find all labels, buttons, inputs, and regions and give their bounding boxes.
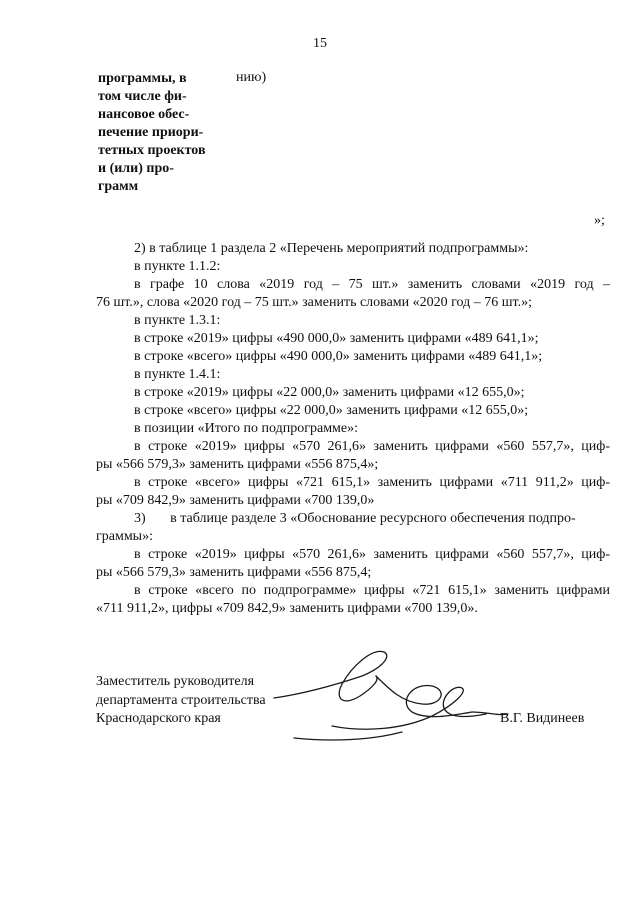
- paragraph-line: в строке «2019» цифры «570 261,6» заменить цифрами «560 557,7», циф-: [134, 439, 610, 454]
- paragraph-line: в строке «2019» цифры «22 000,0» заменить цифрами «12 655,0»;: [134, 385, 525, 400]
- signatory-position-line: Заместитель руководителя: [96, 674, 255, 689]
- paragraph-line: 3) в таблице разделе 3 «Обоснование ресурсного обеспечения подпро-: [134, 511, 576, 526]
- signatory-position-line: Краснодарского края: [96, 711, 221, 726]
- paragraph-line: в пункте 1.4.1:: [134, 367, 221, 382]
- table-cell-right: нию): [236, 70, 267, 85]
- table-cell-line: нансовое обес-: [98, 107, 190, 122]
- table-cell-line: и (или) про-: [98, 161, 174, 176]
- paragraph-line: в пункте 1.3.1:: [134, 313, 221, 328]
- table-cell-line: том числе фи-: [98, 89, 187, 104]
- paragraph-line: в графе 10 слова «2019 год – 75 шт.» заменить словами «2019 год –: [134, 277, 610, 292]
- paragraph-line: граммы»:: [96, 529, 153, 544]
- table-cell-left: [98, 70, 223, 196]
- paragraph-line: 76 шт.», слова «2020 год – 75 шт.» заменить словами «2020 год – 76 шт.»;: [96, 295, 532, 310]
- paragraph-line: в пункте 1.1.2:: [134, 259, 221, 274]
- paragraph-line: в позиции «Итого по подпрограмме»:: [134, 421, 359, 436]
- paragraph-line: в строке «всего» цифры «721 615,1» заменить цифрами «711 911,2» циф-: [134, 475, 610, 490]
- paragraph-line: ры «566 579,3» заменить цифрами «556 875,4»;: [96, 457, 379, 472]
- table-cell-line: печение приори-: [98, 125, 204, 140]
- table-cell-line: грамм: [98, 179, 139, 194]
- closing-quote: »;: [594, 213, 605, 228]
- paragraph-line: «711 911,2», цифры «709 842,9» заменить цифрами «700 139,0».: [96, 601, 478, 616]
- table-cell-line: программы, в: [98, 71, 187, 86]
- page-number: 15: [313, 36, 327, 51]
- signer-name: В.Г. Видинеев: [500, 711, 585, 726]
- paragraph-line: ры «709 842,9» заменить цифрами «700 139,0»: [96, 493, 375, 508]
- signatory-position-line: департамента строительства: [96, 692, 266, 708]
- paragraph-line: в строке «всего» цифры «22 000,0» заменить цифрами «12 655,0»;: [134, 403, 529, 418]
- table-cell-line: тетных проектов: [98, 143, 206, 158]
- paragraph-line: 2) в таблице 1 раздела 2 «Перечень мероприятий подпрограммы»:: [134, 241, 529, 256]
- paragraph-line: в строке «2019» цифры «570 261,6» заменить цифрами «560 557,7», циф-: [134, 547, 610, 562]
- signatory-position: [96, 673, 266, 729]
- handwritten-signature: [272, 646, 532, 751]
- paragraph-line: ры «566 579,3» заменить цифрами «556 875,4;: [96, 565, 372, 580]
- paragraph-line: в строке «2019» цифры «490 000,0» заменить цифрами «489 641,1»;: [134, 331, 539, 346]
- paragraph-line: в строке «всего» цифры «490 000,0» заменить цифрами «489 641,1»;: [134, 349, 543, 364]
- paragraph-line: в строке «всего по подпрограмме» цифры «721 615,1» заменить цифрами: [134, 583, 610, 598]
